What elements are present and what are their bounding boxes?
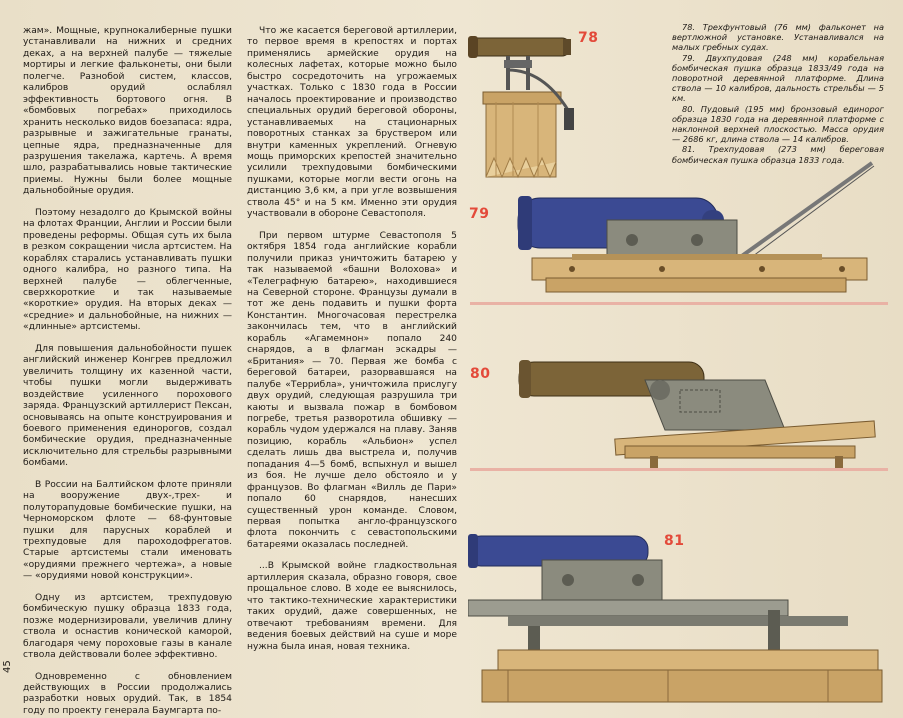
paragraph: Что же касается береговой артиллерии, то первое время в крепостях и портах применялись армейские орудия на колесных лафетах, которые можно было быстро сосредоточить на угрожаемых участках. Только с 1830 года в России началось проектирование и производство специальных орудий береговой обороны, устанавливаемых на стационарных поворотных станках за бруствером или внутри каменных укреплений. Огневую мощь приморских крепостей значительно усилили трехпудовыми бомбическими пушками, которые могли вести огонь на дистанцию 3,6 км, а при угле возвышения ствола 45° и на 5 км. Именно эти орудия участвовали в обороне Севастополя. — [247, 26, 457, 220]
caption-81: 81. Трехпудовая (273 мм) береговая бомбическая пушка образца 1833 года. — [672, 144, 884, 165]
text-column-2 — [247, 26, 457, 653]
figure-79-naval-bomb-gun-illustration — [512, 158, 877, 308]
paragraph: Для повышения дальнобойности пушек английский инженер Конгрев предложил увеличить толщину их казенной части, чтобы пушки могли выдерживать воздействие усиленного порохового заряда. Французский артиллерист Пексан, основываясь на опыте конструирования и боевого применения единорогов, создал бомбические орудия, предназначенные исключительно для стрельбы разрывными бомбами. — [23, 343, 232, 469]
caption-79: 79. Двухпудовая (248 мм) корабельная бомбическая пушка образца 1833/49 года на поворотной деревянной платформе. Длина ствола — 10 калибров, дальность стрельбы — 5 км. — [672, 52, 884, 104]
page-number: 45 — [2, 660, 13, 673]
figure-captions — [672, 22, 884, 165]
paragraph: Поэтому незадолго до Крымской войны на флотах Франции, Англии и России были проведены реформы. Общая суть их была в резком сокращении числа артсистем. На кораблях старались устанавливать пушки одного калибра, но разного типа. На верхней палубе — облегченные, сверхкороткие и так называемые «короткие» орудия. На вторых деках — «средние» и дальнобойные, на нижних — «длинные» артсистемы. — [23, 207, 232, 333]
paragraph: В России на Балтийском флоте приняли на вооружение двух-,трех- и полуторапудовые бомбические пушки, на Черноморском флоте — 68-фунтовые пушки для парусных кораблей и трехпудовые для пароходофрегатов. Старые артсистемы стали именовать «орудиями прежнего чертежа», а новые — «орудиями новой конструкции». — [23, 479, 232, 582]
paragraph: Одну из артсистем, трехпудовую бомбическую пушку образца 1833 года, позже модернизировали, увеличив длину ствола и оснастив конической каморой, благодаря чему пороховые газы в канале ствола действовали более эффективно. — [23, 592, 232, 661]
caption-78: 78. Трехфунтовый (76 мм) фальконет на вертлюжной установке. Устанавливался на малых гребных судах. — [672, 22, 884, 53]
figure-divider — [470, 302, 888, 305]
paragraph: ...В Крымской войне гладкоствольная артиллерия сказала, образно говоря, свое прощальное слово. В ходе ее выяснилось, что тактико-технические характеристики таких орудий, даже совершенных, не отвечают требованиям времени. Для ведения боевых действий на суше и море нужна была иная, новая техника. — [247, 561, 457, 652]
figure-label-78: 78 — [578, 30, 599, 46]
figure-divider — [470, 468, 888, 471]
figure-80-bronze-unicorn-illustration — [515, 350, 877, 470]
figure-label-80: 80 — [470, 366, 491, 382]
paragraph: жам». Мощные, крупнокалиберные пушки устанавливали на нижних и средних деках, а на верхней палубе — тяжелые мортиры и легкие фальконеты, они были полегче. Разнобой систем, классов, калибров орудий ослаблял эффективность бортового огня. В «бомбовых погребах» приходилось хранить несколько видов боезапаса: ядра, разрывные и зажигательные гранаты, цепные ядра, предназначенные для разрушения такелажа, картечь. А время шло, разрабатывались новые тактические приемы. Нужны были более мощные дальнобойные орудия. — [23, 26, 232, 197]
figure-label-79: 79 — [469, 206, 490, 222]
figure-label-81: 81 — [664, 533, 685, 549]
paragraph: Одновременно с обновлением действующих в России продолжались разработки новых орудий. Так, в 1854 году по проекту генерала Баумгарта по- — [23, 671, 232, 716]
figure-81-coastal-bomb-gun-illustration — [468, 530, 888, 710]
caption-80: 80. Пудовый (195 мм) бронзовый единорог образца 1830 года на деревянной платформе с наклонной верхней плоскостью. Масса орудия — 2686 кг, длина ствола — 14 калибров. — [672, 103, 884, 145]
paragraph: При первом штурме Севастополя 5 октября 1854 года английские корабли получили приказ уничтожить батарею у так называемой «башни Волохова» и «Телеграфную батарею», находившиеся на Северной стороне. Французы думали в тот же день подавить и пушки форта Константин. Многочасовая перестрелка закончилась тем, что в английский корабль «Агамемнон» попало 240 снарядов, а в флагман эскадры — «Британия» — 70. Первая же бомба с береговой батареи, разорвавшаяся на палубе «Террибла», уничтожила прислугу двух орудий, следующая разрушила три каюты и вызвала пожар в бомбовом погребе, третья разворотила обшивку — корабль чудом удержался на плаву. Заняв позицию, корабль «Альбион» успел сделать лишь два выстрела и, получив попадания 4—5 бомб, вспыхнул и вышел из боя. Не лучше дело обстояло и у французов. Во флагман «Вилль де Пари» попало 60 снарядов, нанесших существенный урон команде. Словом, первая попытка англо-французского флота покончить с севастопольскими батареями оказалась последней. — [247, 230, 457, 550]
text-column-1 — [23, 26, 232, 717]
